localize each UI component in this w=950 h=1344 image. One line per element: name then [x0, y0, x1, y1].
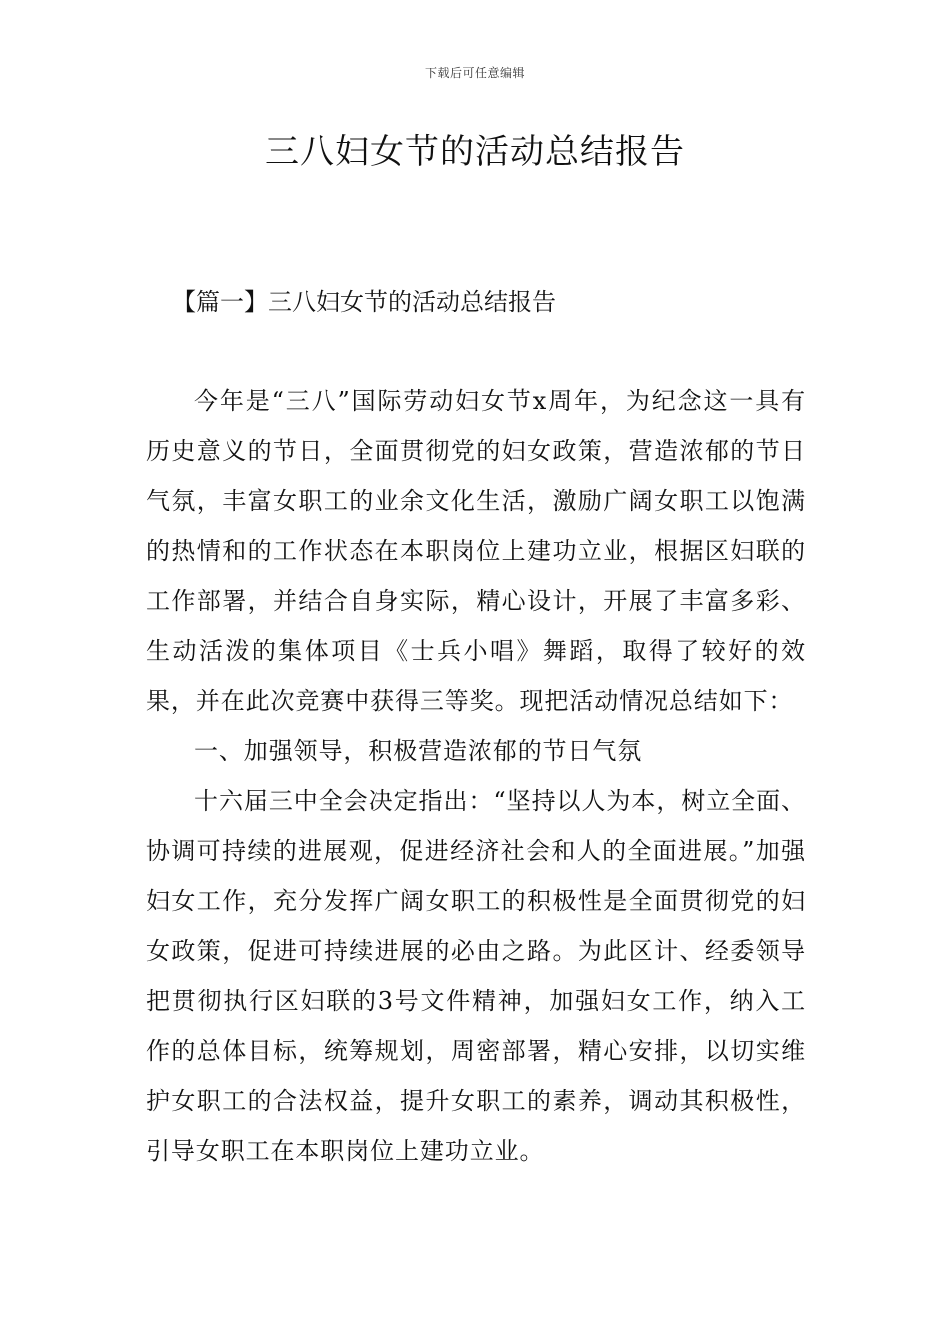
paragraph-subheading: 一、加强领导，积极营造浓郁的节日气氛 [194, 737, 643, 765]
body-text [146, 376, 806, 1176]
document-title: 三八妇女节的活动总结报告 [265, 132, 685, 172]
paragraph-body: 十六届三中全会决定指出：“坚持以人为本，树立全面、协调可持续的进展观，促进经济社会和人的全面进展。”加强妇女工作，充分发挥广阔女职工的积极性是全面贯彻党的妇女政策，促进可持续进展的必由之路。为此区计、经委领导把贯彻执行区妇联的3号文件精神，加强妇女工作，纳入工作的总体目标，统筹规划，周密部署，精心安排，以切实维护女职工的合法权益，提升女职工的素养，调动其积极性，引导女职工在本职岗位上建功立业。 [146, 787, 806, 1165]
header-note: 下载后可任意编辑 [424, 66, 525, 80]
section-heading: 【篇一】三八妇女节的活动总结报告 [172, 288, 556, 316]
paragraph-intro: 今年是“三八”国际劳动妇女节x周年，为纪念这一具有历史意义的节日，全面贯彻党的妇女政策，营造浓郁的节日气氛，丰富女职工的业余文化生活，激励广阔女职工以饱满的热情和的工作状态在本职岗位上建功立业，根据区妇联的工作部署，并结合自身实际，精心设计，开展了丰富多彩、生动活泼的集体项目《士兵小唱》舞蹈，取得了较好的效果，并在此次竞赛中获得三等奖。现把活动情况总结如下： [146, 387, 806, 715]
